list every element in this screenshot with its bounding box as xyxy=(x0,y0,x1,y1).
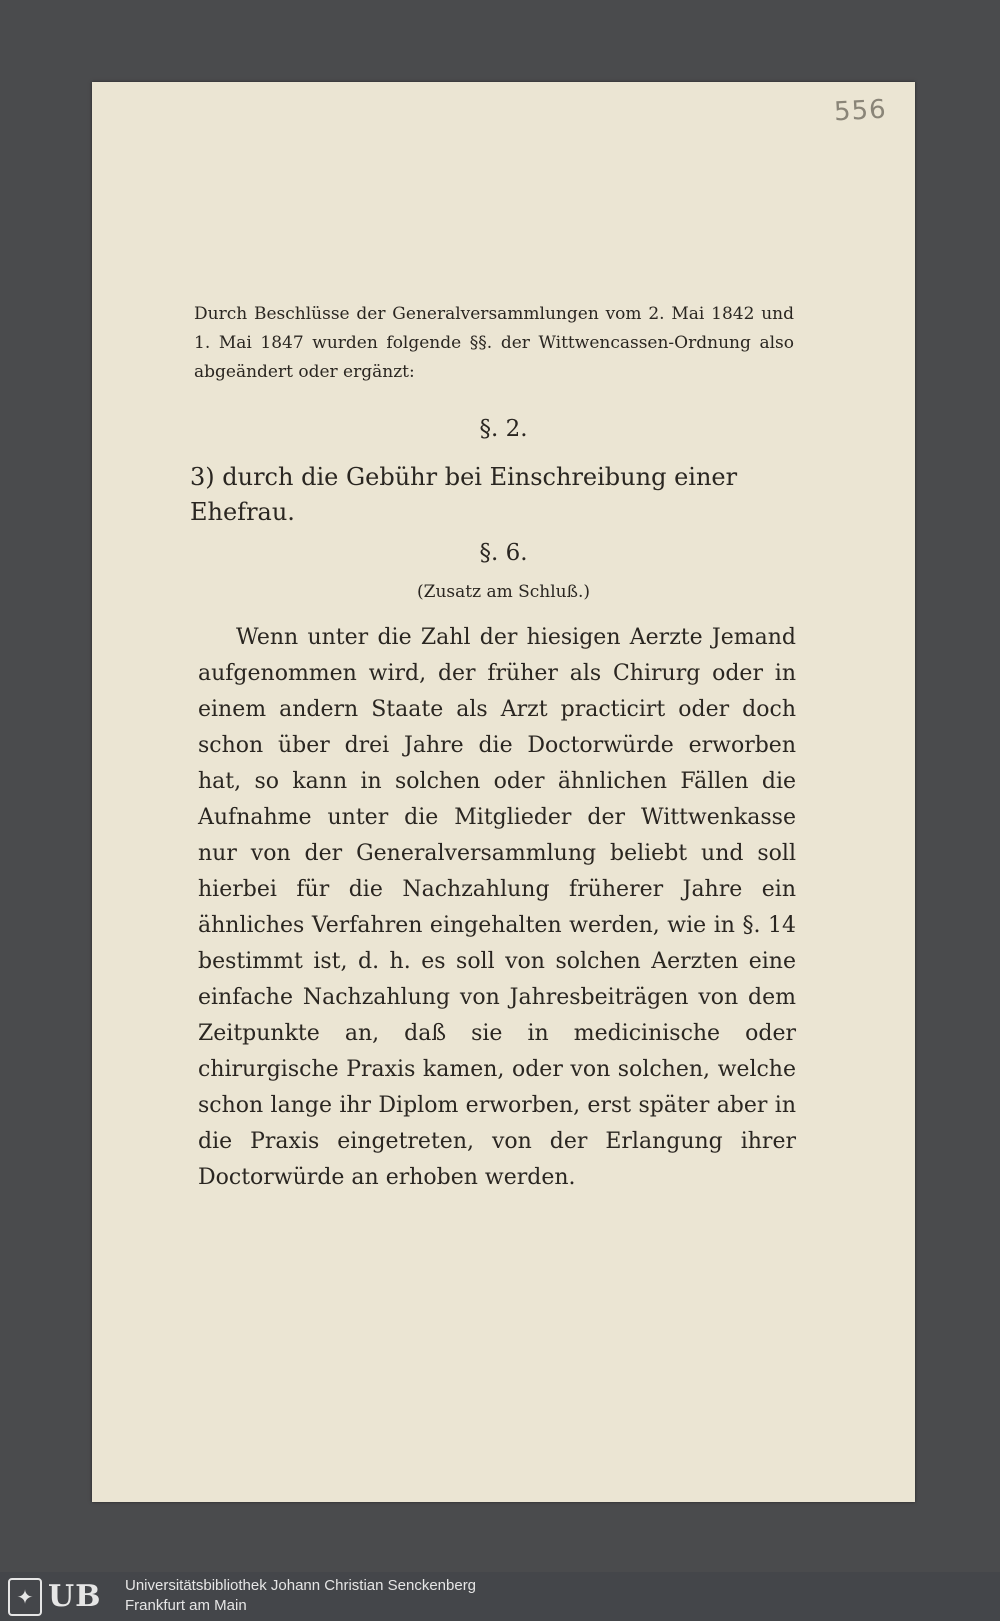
intro-text: Durch Beschlüsse der Generalversammlungen vom 2. Mai 1842 und 1. Mai 1847 wurden folgende §§. der Wittwencassen-Ordnung also abgeändert oder ergänzt: xyxy=(194,304,794,382)
section-6-body-text: Wenn unter die Zahl der hiesigen Aerzte Jemand aufgenommen wird, der früher als Chirurg oder in einem andern Staate als Arzt practicirt oder doch schon über drei Jahre die Doctorwürde erworben hat, so kann in solchen oder ähnlichen Fällen die Aufnahme unter die Mitglieder der Wittwenkasse nur von der Generalversammlung beliebt und soll hierbei für die Nachzahlung früherer Jahre ein ähnliches Verfahren eingehalten werden, wie in §. 14 bestimmt ist, d. h. es soll von solchen Aerzten eine einfache Nachzahlung von Jahresbeiträgen von dem Zeitpunkte an, daß sie in medicinische oder chirurgische Praxis kamen, oder von solchen, welche schon lange ihr Diplom erworben, erst später aber in die Praxis eingetreten, von der Erlangung ihrer Doctorwürde an erhoben werden. xyxy=(198,625,796,1190)
library-logo xyxy=(8,1576,116,1617)
section-6-heading: §. 6. xyxy=(479,540,528,566)
library-name-line1: Universitätsbibliothek Johann Christian Senckenberg xyxy=(125,1577,477,1594)
section-2-item: 3) durch die Gebühr bei Einschreibung einer Ehefrau. xyxy=(190,463,738,526)
section-6-subheading: (Zusatz am Schluß.) xyxy=(417,582,590,602)
library-name-line2: Frankfurt am Main xyxy=(125,1597,247,1614)
document-page xyxy=(92,82,915,1502)
section-2-heading: §. 2. xyxy=(479,416,528,442)
library-footer xyxy=(0,1572,1000,1621)
archive-number: 556 xyxy=(833,94,888,128)
section-6-body xyxy=(198,620,796,1196)
logo-text: UB xyxy=(48,1579,102,1614)
library-name xyxy=(125,1576,476,1616)
seal-icon: ✦ xyxy=(8,1578,42,1616)
intro-paragraph xyxy=(194,300,794,387)
